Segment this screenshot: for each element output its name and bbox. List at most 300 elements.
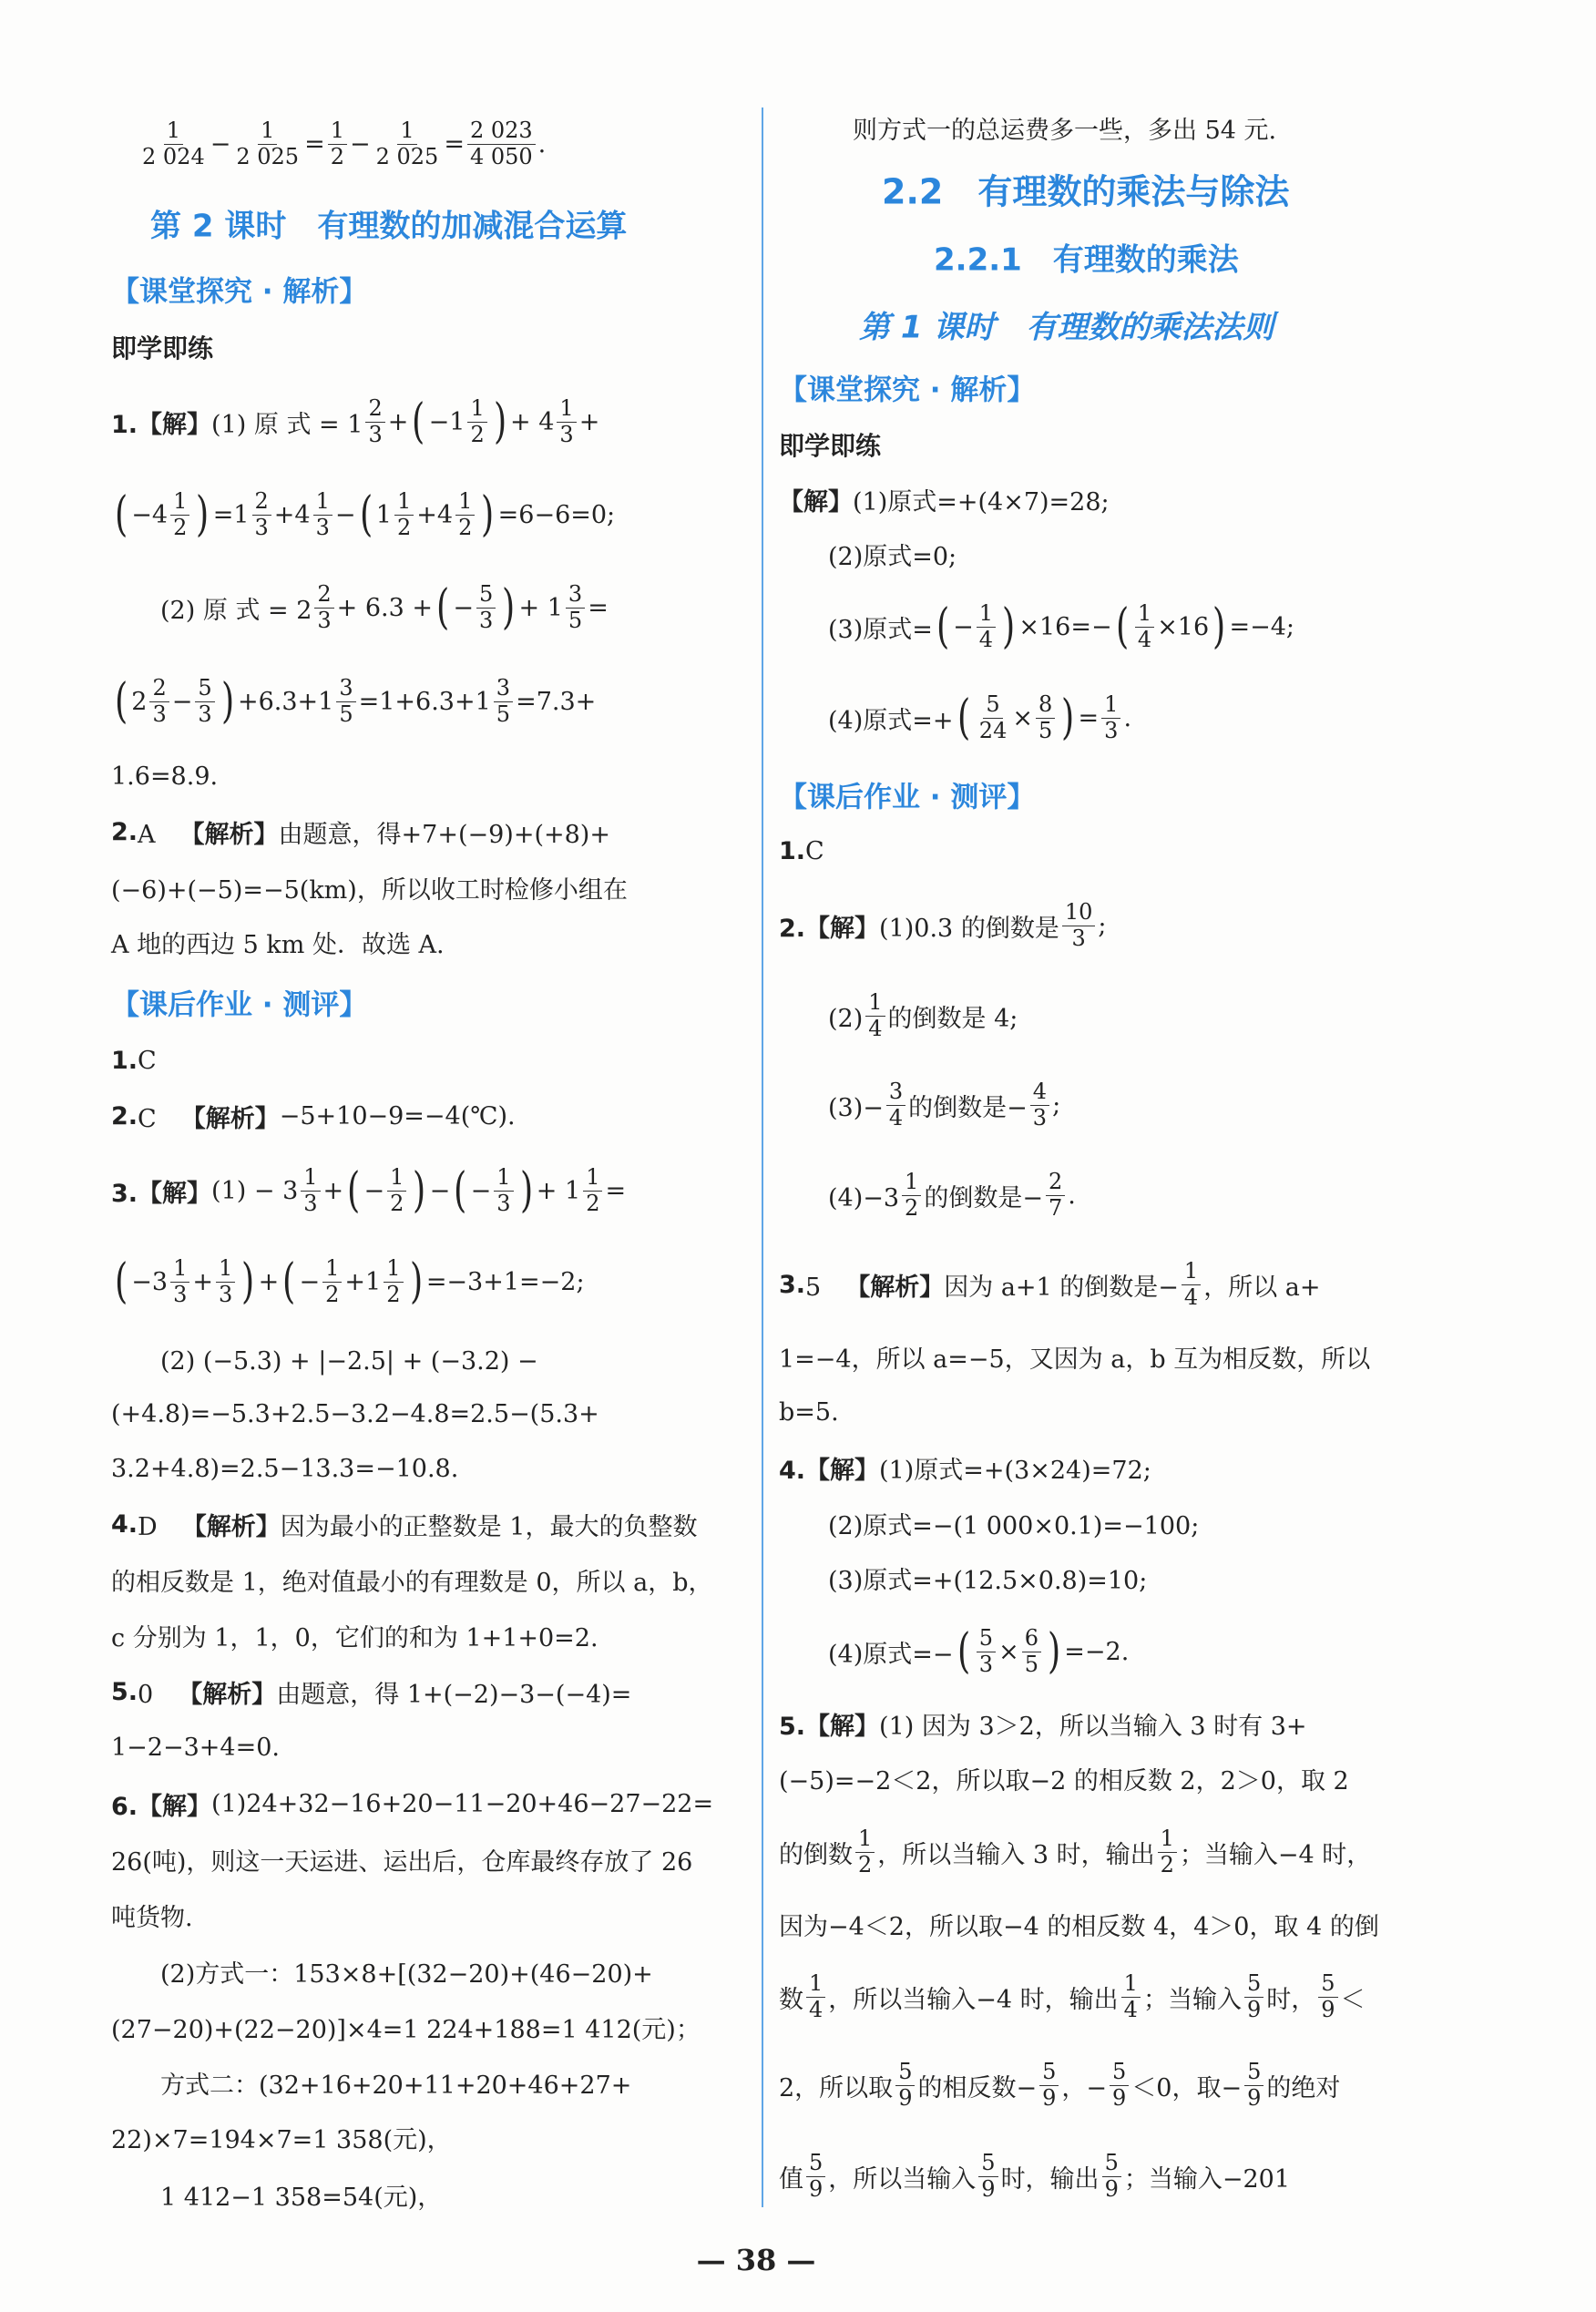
text: D	[138, 1512, 182, 1541]
text: ×	[1012, 703, 1033, 732]
denominator: 2	[330, 143, 344, 169]
text: 的倒数	[779, 1840, 853, 1869]
numerator: 1	[397, 118, 416, 145]
fraction	[977, 692, 1010, 743]
text: (1)24+32−16+20−11−20+46−27−22=	[211, 1789, 714, 1818]
fraction	[895, 2060, 915, 2111]
text: −	[349, 129, 371, 159]
numerator: 5	[806, 2151, 825, 2177]
text: +	[192, 1267, 214, 1296]
denominator: 4	[888, 1104, 904, 1130]
text: 时，	[1266, 1985, 1316, 2014]
text: 5	[805, 1273, 846, 1302]
text: +4	[416, 500, 454, 529]
text: ;	[1098, 911, 1107, 940]
numerator: 8	[1036, 692, 1055, 719]
denominator: 2	[396, 514, 412, 540]
fraction	[977, 1626, 996, 1677]
numerator: 1	[865, 990, 885, 1017]
text: =	[605, 1176, 627, 1205]
text: 1=−4，所以 a=−5，又因为 a，b 互为相反数，所以	[779, 1345, 1371, 1374]
left-line	[111, 478, 615, 551]
denominator: 2	[1160, 1851, 1174, 1877]
numerator: 10	[1062, 900, 1096, 926]
text: =−2.	[1064, 1637, 1130, 1666]
text: ，所以当输入 3 时，输出	[877, 1840, 1155, 1869]
label-text: 6.【解】	[111, 1792, 212, 1821]
text: 1−2−3+4=0.	[111, 1733, 280, 1762]
left-line	[137, 107, 546, 180]
numerator: 5	[983, 692, 1002, 719]
numerator: 1	[467, 396, 486, 423]
text: −	[299, 1267, 321, 1296]
text: =−3+1=−2;	[425, 1267, 585, 1296]
text: (27−20)+(22−20)]×4=1 224+188=1 412(元)；	[111, 2015, 701, 2044]
label-text: 1.	[111, 1046, 138, 1075]
label-text: 1.【解】	[111, 410, 212, 439]
numerator: 1	[855, 1826, 875, 1853]
label-text: 1.	[779, 836, 806, 865]
fraction	[1158, 1826, 1177, 1877]
text: ，所以当输入−4 时，输出	[828, 1985, 1119, 2014]
text: 方式二：(32+16+20+11+20+46+27+	[111, 2071, 632, 2100]
denominator: 3	[219, 1281, 233, 1307]
fraction	[387, 1165, 406, 1216]
text: 值	[779, 2164, 803, 2194]
section-heading-classroom-right: 【课堂探究 · 解析】	[779, 373, 1036, 407]
denominator: 4	[1123, 1996, 1138, 2022]
text: 由题意，得+7+(−9)+(+8)+	[278, 820, 610, 849]
text: =−4;	[1229, 612, 1294, 641]
fraction	[1244, 2060, 1264, 2111]
parenthesis: (	[936, 599, 950, 654]
text: 因为 a+1 的倒数是−	[944, 1273, 1179, 1302]
denominator: 9	[898, 2084, 913, 2111]
numerator: 2 023	[467, 118, 536, 145]
text: (2) (−5.3) + |−2.5| + (−3.2) −	[111, 1346, 538, 1376]
denominator: 2	[325, 1281, 340, 1307]
fraction	[455, 489, 475, 540]
fraction	[467, 118, 536, 169]
numerator: 1	[301, 1165, 320, 1192]
text: A	[138, 820, 180, 849]
numerator: 6	[1022, 1626, 1041, 1652]
text: ；当输入	[1142, 1985, 1242, 2014]
fraction	[978, 2151, 998, 2202]
numerator: 1	[1121, 1971, 1141, 1998]
denominator: 3	[1104, 717, 1119, 743]
denominator: 2	[470, 421, 485, 447]
text: + 6.3 +	[336, 593, 434, 622]
text: −	[429, 1176, 451, 1205]
fraction	[1110, 2060, 1129, 2111]
text: −	[363, 1176, 385, 1205]
text: 由题意，得 1+(−2)−3−(−4)=	[276, 1680, 632, 1709]
text: + 4	[510, 407, 555, 436]
numerator: 1	[170, 489, 189, 516]
text: ;	[1052, 1090, 1061, 1120]
text: =1	[212, 500, 250, 529]
denominator: 2 024	[142, 143, 205, 169]
fraction	[313, 489, 332, 540]
text: −	[334, 500, 356, 529]
denominator: 3	[1032, 1104, 1048, 1130]
fraction	[1039, 2060, 1059, 2111]
numerator: 1	[170, 1256, 189, 1283]
fraction	[322, 1256, 342, 1307]
text: 的相反数−	[917, 2073, 1038, 2102]
numerator: 5	[978, 2151, 998, 2177]
denominator: 3	[978, 1651, 994, 1677]
text: ×	[998, 1637, 1019, 1666]
text: 1	[375, 500, 392, 529]
text: +	[387, 407, 409, 436]
numerator: 5	[1110, 2060, 1129, 2086]
text: (3)原式=	[779, 615, 933, 644]
fraction	[1121, 1971, 1141, 2022]
text: (−5)=−2＜2，所以取−2 的相反数 2，2＞0，取 2	[779, 1766, 1349, 1795]
numerator: 3	[566, 582, 585, 609]
parenthesis: )	[241, 1254, 255, 1309]
parenthesis: )	[1048, 1624, 1061, 1679]
denominator: 2	[586, 1190, 600, 1216]
text: 2，所以取	[779, 2073, 894, 2102]
fraction	[328, 118, 347, 169]
fraction	[1318, 1971, 1337, 2022]
right-line	[779, 1742, 1349, 1815]
fraction	[336, 676, 355, 727]
parenthesis: )	[220, 674, 234, 729]
text: (−6)+(−5)=−5(km)，所以收工时检修小组在	[111, 875, 628, 905]
denominator: 9	[1321, 1996, 1335, 2022]
fraction	[1062, 900, 1096, 951]
parenthesis: (	[347, 1163, 361, 1218]
text: +	[578, 407, 600, 436]
right-line	[779, 1615, 1129, 1688]
label-text: 5.	[111, 1677, 138, 1706]
fraction	[494, 676, 513, 727]
numerator: 5	[895, 2060, 915, 2086]
parenthesis: (	[412, 394, 425, 449]
text: +1	[344, 1267, 382, 1296]
text: ＜	[1340, 1985, 1366, 2014]
fraction	[149, 676, 169, 727]
parenthesis: (	[454, 1163, 467, 1218]
parenthesis: )	[502, 580, 516, 635]
fraction	[806, 1971, 825, 2022]
text: ＜0，取−	[1131, 2073, 1243, 2102]
text: =	[588, 593, 609, 622]
denominator: 4	[978, 626, 994, 652]
label-text: 2.【解】	[779, 914, 880, 943]
numerator: 1	[387, 1165, 406, 1192]
text: (4)原式=−	[779, 1640, 954, 1669]
label-text: 【解】	[779, 487, 853, 517]
parenthesis: (	[957, 691, 970, 745]
parenthesis: )	[1212, 599, 1226, 654]
text: (3)原式=+(12.5×0.8)=10;	[779, 1566, 1148, 1595]
numerator: 2	[1046, 1170, 1065, 1196]
right-line	[779, 1816, 1371, 1888]
parenthesis: (	[115, 1254, 128, 1309]
numerator: 2	[149, 676, 169, 702]
right-line	[779, 517, 957, 590]
section-heading-classroom: 【课堂探究 · 解析】	[111, 275, 368, 309]
fraction	[252, 489, 271, 540]
text: −1	[428, 407, 466, 436]
text: −3	[131, 1267, 169, 1296]
text: =	[444, 129, 465, 159]
numerator: 3	[336, 676, 355, 702]
text: .	[537, 129, 547, 159]
fraction	[1135, 601, 1154, 652]
fraction	[195, 676, 214, 727]
section-heading-homework: 【课后作业 · 测评】	[111, 988, 368, 1022]
parenthesis: (	[282, 1254, 296, 1309]
text: (2) 原 式 = 2	[111, 596, 312, 625]
parenthesis: )	[1061, 691, 1075, 745]
right-line	[779, 1887, 1379, 1960]
denominator: 5	[1038, 717, 1053, 743]
fraction	[301, 1165, 320, 1216]
denominator: 9	[1042, 2084, 1057, 2111]
numerator: 5	[977, 1626, 996, 1652]
label-text: 【解析】	[181, 1512, 281, 1541]
right-line	[779, 814, 824, 887]
parenthesis: )	[481, 487, 495, 542]
text: +	[258, 1267, 280, 1296]
text: C	[138, 1104, 181, 1133]
parenthesis: )	[196, 487, 210, 542]
numerator: 3	[886, 1079, 905, 1106]
text: 的绝对	[1266, 2073, 1341, 2102]
parenthesis: (	[359, 487, 373, 542]
fraction	[170, 1256, 189, 1307]
chapter-heading: 2.2 有理数的乘法与除法	[882, 171, 1290, 212]
text: +	[322, 1176, 344, 1205]
text: (2)原式=0;	[779, 542, 957, 571]
text: ，−	[1061, 2073, 1107, 2102]
text: ，所以当输入	[828, 2164, 977, 2194]
right-line	[779, 1159, 1076, 1232]
numerator: 1	[557, 396, 576, 423]
denominator: 9	[1104, 2175, 1119, 2202]
text: (2)方式一：153×8+[(32−20)+(46−20)+	[111, 1959, 653, 1989]
right-line	[779, 1320, 1370, 1393]
fraction	[494, 1165, 513, 1216]
text: −	[210, 129, 231, 159]
text: −	[953, 612, 974, 641]
right-line	[779, 2049, 1340, 2122]
text: (1)0.3 的倒数是	[879, 914, 1059, 943]
denominator: 3	[315, 514, 330, 540]
fraction	[977, 601, 996, 652]
text: =	[304, 129, 325, 159]
denominator: 2 025	[236, 143, 300, 169]
text: 的倒数是−	[924, 1183, 1043, 1212]
label-text: 4.【解】	[779, 1456, 880, 1485]
numerator: 1	[494, 1165, 513, 1192]
denominator: 4	[1183, 1284, 1199, 1310]
numerator: 1	[313, 489, 332, 516]
denominator: 2 025	[375, 143, 439, 169]
left-line	[111, 1079, 516, 1152]
left-line	[111, 905, 445, 978]
fraction	[384, 1256, 403, 1307]
text: −5+10−9=−4(℃).	[279, 1101, 516, 1130]
parenthesis: )	[413, 1163, 426, 1218]
denominator: 3	[1071, 925, 1086, 951]
text: =6−6=0;	[497, 500, 616, 529]
right-line	[779, 1248, 1321, 1321]
text: 数	[779, 1985, 803, 2014]
text: (3)−	[779, 1093, 884, 1122]
parenthesis: (	[957, 1624, 970, 1679]
denominator: 5	[339, 701, 353, 727]
parenthesis: (	[436, 580, 450, 635]
fraction	[1030, 1079, 1049, 1130]
label-text: 2.	[111, 1101, 138, 1130]
practice-heading: 即学即练	[111, 333, 214, 363]
right-line	[779, 889, 1106, 962]
parenthesis: (	[115, 674, 128, 729]
text: +4	[273, 500, 311, 529]
numerator: 1	[806, 1971, 825, 1998]
numerator: 5	[476, 582, 496, 609]
practice-heading-right: 即学即练	[779, 431, 882, 461]
fraction	[373, 118, 442, 169]
right-line	[779, 590, 1294, 663]
right-line	[779, 681, 1131, 754]
parenthesis: (	[115, 487, 128, 542]
fraction	[1102, 2151, 1121, 2202]
numerator: 5	[1039, 2060, 1059, 2086]
text: 3.2+4.8)=2.5−13.3=−10.8.	[111, 1454, 459, 1483]
numerator: 1	[216, 1256, 235, 1283]
text: 吨货物.	[111, 1903, 193, 1932]
denominator: 2	[905, 1194, 919, 1221]
text: 1 412−1 358=54(元)，	[111, 2183, 443, 2212]
text: 的倒数是 4;	[887, 1004, 1018, 1033]
fraction	[216, 1256, 235, 1307]
denominator: 4	[809, 1996, 824, 2022]
text: C	[138, 1046, 157, 1075]
right-line	[779, 1960, 1366, 2033]
parenthesis: )	[493, 394, 506, 449]
denominator: 5	[496, 701, 511, 727]
denominator: 24	[978, 717, 1008, 743]
denominator: 9	[981, 2175, 996, 2202]
text: A 地的西边 5 km 处．故选 A.	[111, 930, 445, 959]
numerator: 1	[394, 489, 414, 516]
denominator: 9	[1246, 1996, 1262, 2022]
text: ×16	[1157, 612, 1210, 641]
numerator: 5	[1244, 1971, 1264, 1998]
numerator: 1	[583, 1165, 602, 1192]
fraction	[365, 396, 384, 447]
label-text: 2.	[111, 817, 138, 846]
fraction	[314, 582, 333, 633]
column-divider	[762, 107, 763, 2207]
denominator: 4	[868, 1015, 883, 1041]
text: c 分别为 1，1，0，它们的和为 1+1+0=2.	[111, 1623, 598, 1652]
denominator: 2	[386, 1281, 401, 1307]
fraction	[886, 1079, 905, 1130]
text: (1)原式=+(4×7)=28;	[853, 487, 1110, 517]
text: (2)原式=−(1 000×0.1)=−100;	[779, 1511, 1200, 1540]
numerator: 4	[1030, 1079, 1049, 1106]
text: 时，输出	[1000, 2164, 1100, 2194]
denominator: 7	[1048, 1194, 1063, 1221]
text: (1)原式=+(3×24)=72;	[879, 1456, 1151, 1485]
numerator: 1	[384, 1256, 403, 1283]
numerator: 3	[494, 676, 513, 702]
right-line	[779, 979, 1018, 1052]
fraction	[1244, 1971, 1264, 2022]
left-line	[111, 1154, 626, 1227]
text: =1+6.3+1	[358, 687, 491, 716]
text: .	[1068, 1181, 1076, 1210]
fraction	[1101, 692, 1120, 743]
fraction	[467, 396, 486, 447]
numerator: 5	[1318, 1971, 1337, 1998]
text: (1) 原 式 = 1	[211, 410, 363, 439]
right-line	[779, 91, 1276, 164]
text: C	[805, 836, 824, 865]
left-line	[111, 1245, 585, 1318]
label-text: 4.	[111, 1509, 138, 1539]
label-text: 【解析】	[178, 1680, 277, 1709]
parenthesis: (	[1115, 599, 1129, 654]
label-text: 3.【解】	[111, 1179, 212, 1208]
denominator: 2	[858, 1851, 873, 1877]
label-text: 【解析】	[180, 1104, 280, 1133]
numerator: 1	[1101, 692, 1120, 719]
denominator: 3	[254, 514, 269, 540]
fraction	[1036, 692, 1055, 743]
text: −	[470, 1176, 492, 1205]
label-text: 3.	[779, 1270, 806, 1299]
text: ；当输入−4 时，	[1179, 1840, 1372, 1869]
fraction	[1182, 1259, 1201, 1310]
denominator: 3	[173, 1281, 188, 1307]
denominator: 3	[496, 1190, 511, 1216]
text: ，所以 a+	[1203, 1273, 1321, 1302]
text: (4)−3	[779, 1183, 900, 1212]
numerator: 5	[1244, 2060, 1264, 2086]
denominator: 2	[390, 1190, 404, 1216]
label-text: 5.【解】	[779, 1712, 880, 1741]
fraction	[806, 2151, 825, 2202]
denominator: 9	[1247, 2084, 1262, 2111]
text: + 1	[518, 593, 563, 622]
fraction	[865, 990, 885, 1041]
denominator: 9	[1112, 2084, 1127, 2111]
text: (2)	[779, 1004, 864, 1033]
denominator: 3	[478, 607, 494, 633]
fraction	[855, 1826, 875, 1877]
page-number: — 38 —	[696, 2243, 816, 2277]
text: 的倒数是−	[908, 1093, 1028, 1122]
fraction	[139, 118, 208, 169]
text: 22)×7=194×7=1 358(元)，	[111, 2125, 452, 2154]
fraction	[557, 396, 576, 447]
left-line	[111, 571, 609, 644]
text: ；当输入−201	[1123, 2164, 1291, 2194]
numerator: 1	[258, 118, 277, 145]
text: (1) − 3	[211, 1176, 299, 1205]
fraction	[583, 1165, 602, 1216]
